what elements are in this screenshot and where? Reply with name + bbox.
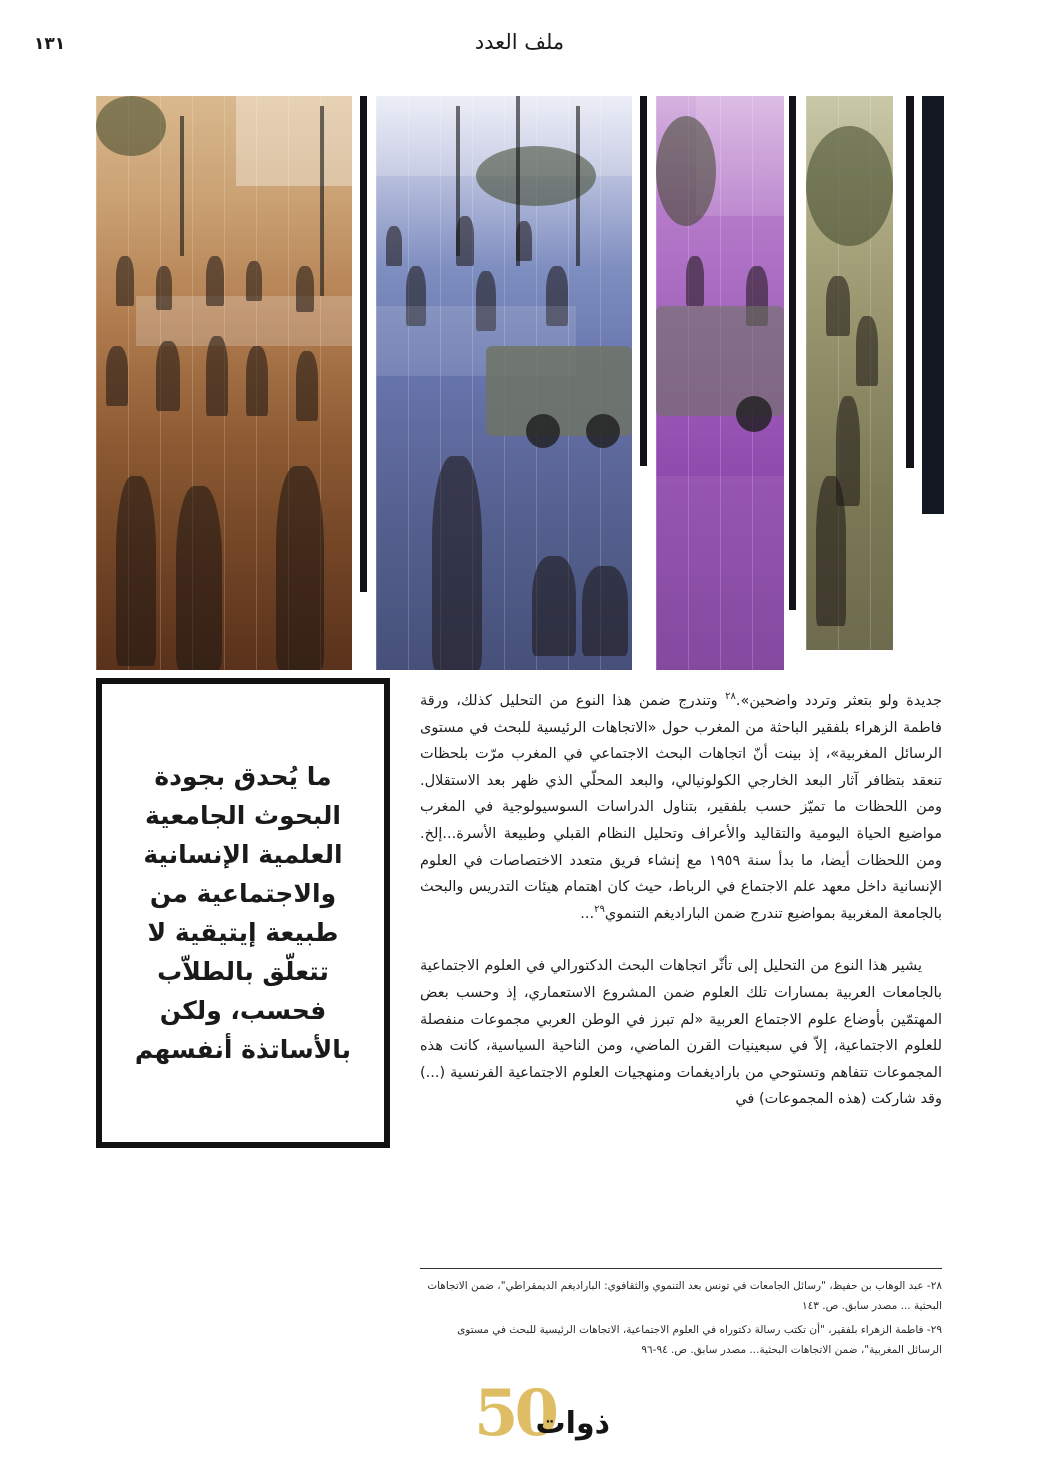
divider-bar — [789, 96, 796, 610]
article-paragraph: يشير هذا النوع من التحليل إلى تأثّر اتجاهات البحث الدكتورالي في العلوم الاجتماعية بالجامعات العربية بمسارات تلك العلوم ضمن المشروع الاستعماري، إذ وحسب بعض المهتمّين بأوضاع علوم الاجتماع العربية «لم تبرز في الوطن العربي مجموعات منفصلة للعلوم الاجتماعية، إلاّ في سبعينيات القرن الماضي، ومن الناحية السياسية، كانت هذه المجموعات تتفاهم وتستوحي من باراديغمات ومنهجيات العلوم الاجتماعية الفرنسية (...) وقد شاركت (هذه المجموعات) في — [420, 958, 942, 1108]
divider-bar — [360, 96, 367, 592]
footnote-ref[interactable]: ٢٩ — [594, 903, 605, 915]
divider-bar — [922, 96, 944, 514]
logo-wordmark: ذوات — [535, 1406, 610, 1441]
footnote-28: ٢٨- عبد الوهاب بن حفيظ، "رسائل الجامعات في تونس بعد التنموي والثقافوي: البارادیغم الديمقراطي"، ضمن الاتجاهات البحثية ... مصدر سابق. ص. ١٤٣ — [427, 1280, 942, 1312]
magazine-logo — [470, 1376, 620, 1454]
section-title: ملف العدد — [474, 30, 565, 54]
pull-quote-box — [96, 678, 390, 1148]
paragraph-text: وتندرج ضمن هذا النوع من التحليل كذلك، ورقة فاطمة الزهراء بلفقير الباحثة من المغرب حول «الاتجاهات الرئيسية للبحث في مستوى الرسائل المغربية»، إذ بينت أنّ اتجاهات البحث الاجتماعي في المغرب مرّت بلحظات تنعقد بتظافر آثار البعد الخارجي الكولونيالي، والبعد المحلّي الذي ظهر بعد الاستقلال. ومن اللحظات ما تميّز حسب بلفقير، بتناول الدراسات السوسيولوجية في المغرب مواضيع الحياة اليومية والتقاليد والأعراف وتحليل النظام القبلي وطبيعة الأسرة...إلخ. ومن اللحظات أيضا، ما بدأ سنة ١٩٥٩ مع إنشاء فريق متعدد الاختصاصات في العلوم الإنسانية داخل معهد علم الاجتماع في الرباط، حيث كان اهتمام هيئات التدريس والبحث بالجامعة المغربية بمواضيع تندرج ضمن البارادیغم التنموي — [420, 693, 942, 922]
photo-strip-crowd-steps — [96, 96, 352, 670]
divider-bar — [640, 96, 647, 466]
article-paragraph — [420, 688, 942, 927]
footnote-divider — [420, 1268, 942, 1269]
divider-bar — [906, 96, 914, 468]
article-body — [420, 688, 942, 1113]
page-number: ١٣١ — [34, 34, 66, 54]
paragraph-text: ... — [580, 905, 595, 922]
photo-strip-tank — [656, 96, 784, 670]
photo-collage — [96, 96, 944, 670]
paragraph-text: جديدة ولو بتعثر وتردد واضحين». — [735, 693, 942, 709]
footnote-ref[interactable]: ٢٨ — [725, 691, 736, 703]
anniversary-number: 50 — [474, 1376, 556, 1451]
photo-strip-armored-vehicle — [376, 96, 632, 670]
footnote-29: ٢٩- فاطمة الزهراء بلفقير، "أن تكتب رسالة دكتوراه في العلوم الاجتماعية، الاتجاهات الرئيسية للبحث في مستوى الرسائل المغربية"، ضمن الاتجاهات البحثية... مصدر سابق. ص. ٩٤-٩٦ — [457, 1324, 942, 1356]
footnotes — [420, 1276, 942, 1364]
pull-quote-text: ما يُحدق بجودة البحوث الجامعية العلمية الإنسانية والاجتماعية من طبيعة إيتيقية لا تتعلّق بالطلاّب فحسب، ولكن بالأساتذة أنفسهم — [134, 762, 352, 1064]
photo-strip-figures — [806, 96, 893, 650]
